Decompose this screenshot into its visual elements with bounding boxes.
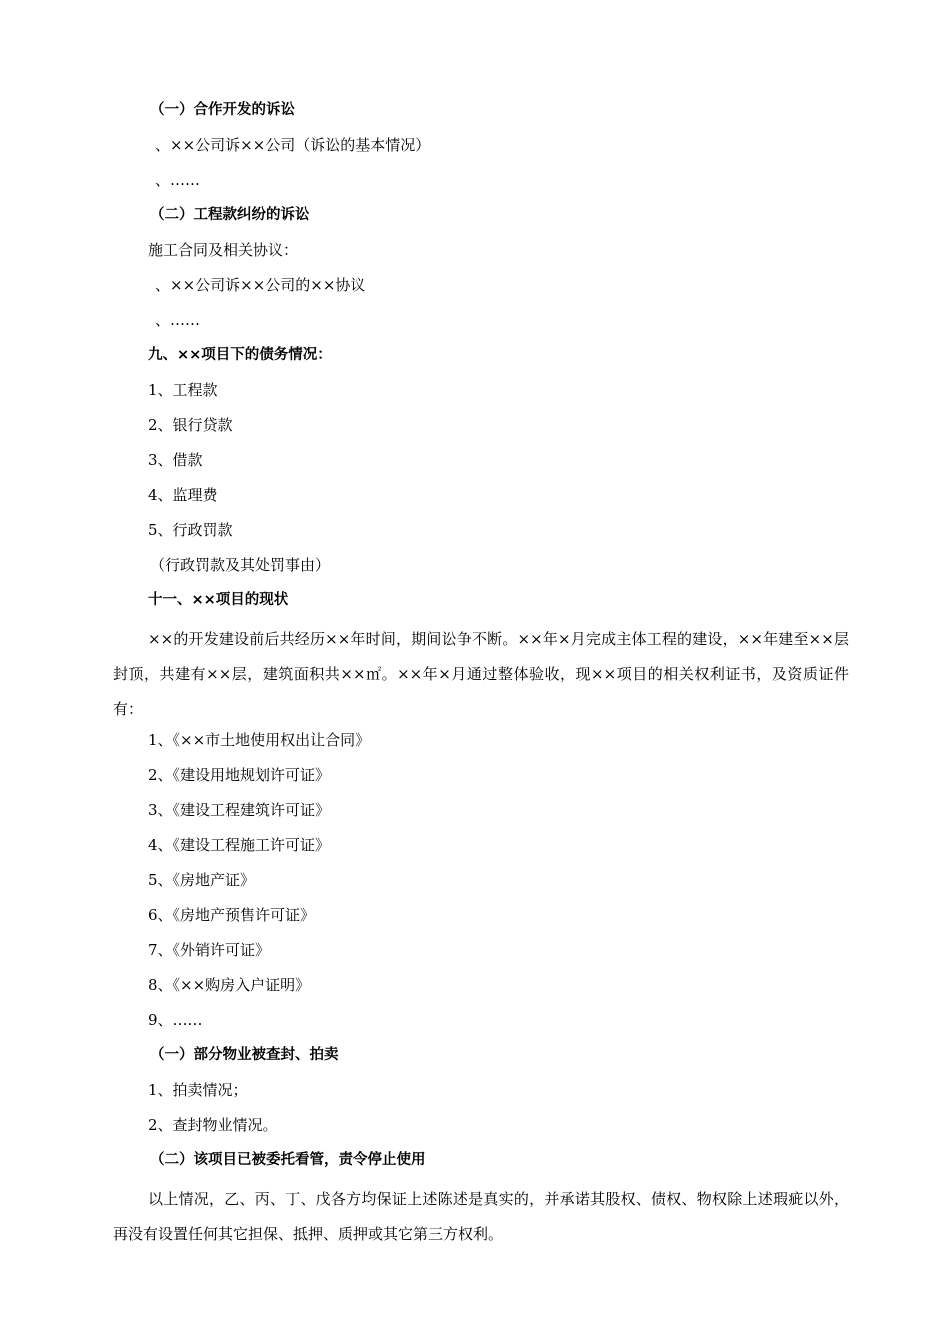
- lawsuit-cooperation-more: 、……: [155, 171, 201, 189]
- list-item: 7、《外销许可证》: [148, 941, 271, 959]
- contracts-label: 施工合同及相关协议：: [148, 241, 299, 259]
- list-item: 8、《××购房入户证明》: [148, 976, 311, 994]
- list-item: 3、借款: [148, 451, 203, 469]
- list-item: 1、拍卖情况；: [148, 1081, 248, 1099]
- closing-paragraph: 以上情况，乙、丙、丁、戊各方均保证上述陈述是真实的，并承诺其股权、债权、物权除上述瑕疵以外，再没有设置任何其它担保、抵押、质押或其它第三方权利。: [113, 1190, 849, 1243]
- heading-lawsuit-payment: （二）工程款纠纷的诉讼: [150, 207, 310, 223]
- heading-custody: （二）该项目已被委托看管，责令停止使用: [150, 1152, 426, 1168]
- lawsuit-payment-item: 、××公司诉××公司的××协议: [155, 276, 366, 294]
- heading-status: 十一、××项目的现状: [148, 592, 289, 608]
- status-paragraph: ××的开发建设前后共经历××年时间，期间讼争不断。××年×月完成主体工程的建设，××年建至××层封顶，共建有××层，建筑面积共××㎡。××年×月通过整体验收，现××项目的相关权利证书，及资质证件有：: [113, 630, 849, 718]
- list-item: 3、《建设工程建筑许可证》: [148, 801, 331, 819]
- heading-lawsuit-cooperation: （一）合作开发的诉讼: [150, 102, 295, 118]
- penalty-note: （行政罚款及其处罚事由）: [150, 556, 331, 574]
- list-item: 4、《建设工程施工许可证》: [148, 836, 331, 854]
- list-item: 9、……: [148, 1011, 203, 1029]
- lawsuit-cooperation-item: 、××公司诉××公司（诉讼的基本情况）: [155, 136, 431, 154]
- list-item: 6、《房地产预售许可证》: [148, 906, 316, 924]
- list-item: 4、监理费: [148, 486, 218, 504]
- list-item: 1、《××市土地使用权出让合同》: [148, 731, 371, 749]
- list-item: 5、行政罚款: [148, 521, 233, 539]
- lawsuit-payment-more: 、……: [155, 311, 201, 329]
- list-item: 2、《建设用地规划许可证》: [148, 766, 331, 784]
- list-item: 2、查封物业情况。: [148, 1116, 278, 1134]
- heading-seizure: （一）部分物业被查封、拍卖: [150, 1047, 339, 1063]
- list-item: 1、工程款: [148, 381, 218, 399]
- heading-debts: 九、××项目下的债务情况：: [148, 347, 332, 363]
- list-item: 5、《房地产证》: [148, 871, 256, 889]
- list-item: 2、银行贷款: [148, 416, 233, 434]
